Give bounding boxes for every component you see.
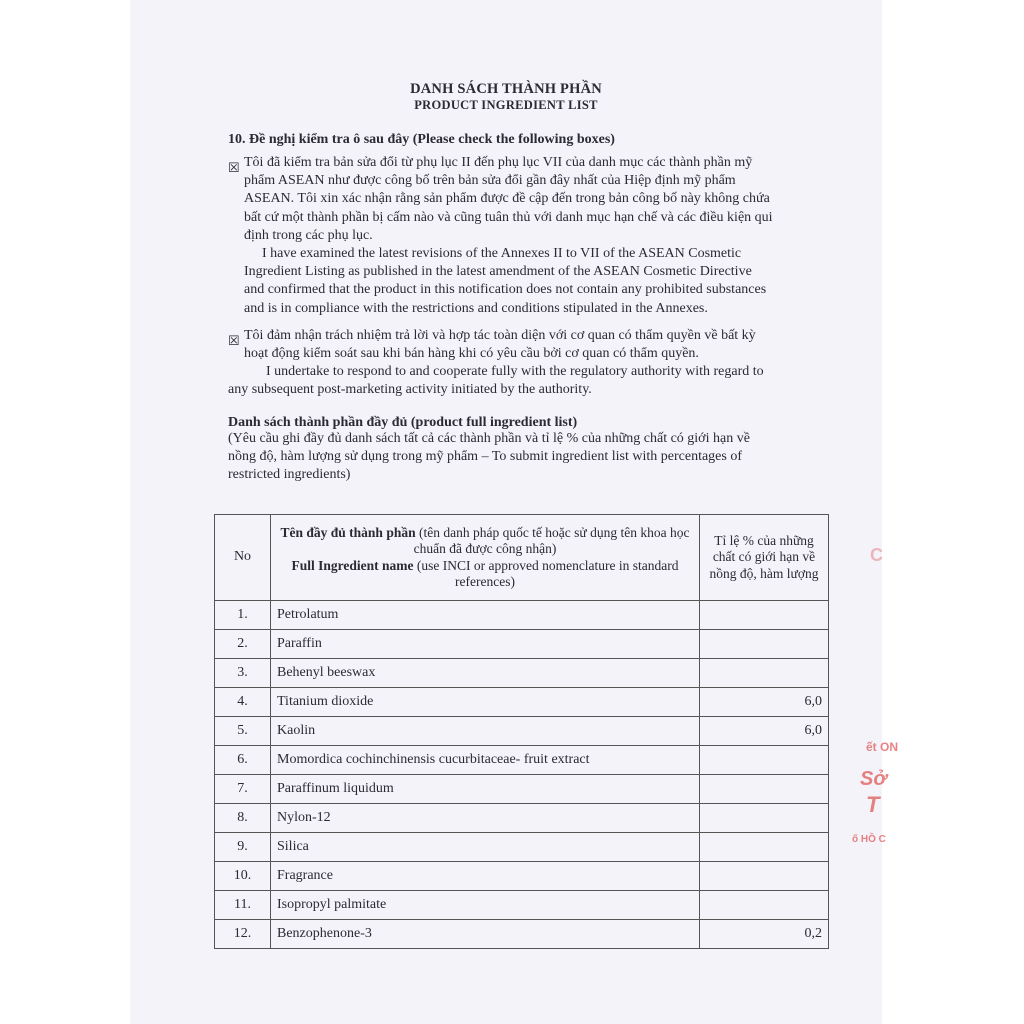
- cell-no: 3.: [215, 659, 271, 688]
- cell-ingredient-name: Momordica cochinchinensis cucurbitaceae- fruit extract: [271, 746, 700, 775]
- cell-no: 8.: [215, 804, 271, 833]
- cell-ingredient-name: Isopropyl palmitate: [271, 891, 700, 920]
- cell-no: 1.: [215, 601, 271, 630]
- table-row: [215, 659, 829, 688]
- checked-box-icon: ☒: [228, 333, 240, 348]
- cell-no: 2.: [215, 630, 271, 659]
- stamp-fragment: C: [870, 545, 883, 565]
- item1-vi: Tôi đã kiểm tra bản sửa đổi từ phụ lục II đến phụ lục VII của danh mục các thành phần mỹ phẩm ASEAN như được công bố trên bản sửa đổi gần đây nhất của Hiệp định mỹ phẩm ASEAN. Tôi xin xác nhận rằng sản phẩm được đề cập đến trong bản công bố này không chứa bất cứ một thành phần bị cấm nào và cũng tuân thủ với danh mục hạn chế và các điều kiện qui định trong các phụ lục.: [244, 155, 773, 243]
- title-en: PRODUCT INGREDIENT LIST: [414, 98, 598, 112]
- table-row: [215, 920, 829, 949]
- item2-en: I undertake to respond to and cooperate fully with the regulatory authority with regard to any subsequent post-marketing activity initiated by the authority.: [228, 364, 764, 398]
- cell-ingredient-name: Paraffinum liquidum: [271, 775, 700, 804]
- table-row: [215, 775, 829, 804]
- table-row: [215, 601, 829, 630]
- full-list-heading: Danh sách thành phần đầy đủ (product full ingredient list): [228, 415, 578, 430]
- checked-box-icon: ☒: [228, 160, 240, 175]
- cell-no: 11.: [215, 891, 271, 920]
- cell-percent: [700, 862, 829, 891]
- stamp-fragment: Sở: [860, 768, 887, 790]
- stamp-fragment: ết ON: [866, 740, 899, 754]
- cell-percent: [700, 804, 829, 833]
- table-row: [215, 891, 829, 920]
- cell-ingredient-name: Paraffin: [271, 630, 700, 659]
- stamp-fragment: ố HỒ C: [852, 834, 886, 845]
- stamp-fragment: T: [866, 792, 880, 817]
- title-vi: DANH SÁCH THÀNH PHẦN: [410, 81, 602, 97]
- table-row: [215, 630, 829, 659]
- full-list-instructions: (Yêu cầu ghi đầy đủ danh sách tất cả các thành phần và tỉ lệ % của những chất có giới hạn về nồng độ, hàm lượng sử dụng trong mỹ phẩm – To submit ingredient list with percentages of restricted ingredients): [228, 431, 750, 482]
- cell-ingredient-name: Petrolatum: [271, 601, 700, 630]
- cell-ingredient-name: Kaolin: [271, 717, 700, 746]
- cell-no: 7.: [215, 775, 271, 804]
- cell-percent: [700, 833, 829, 862]
- column-header-name: Tên đầy đủ thành phần (tên danh pháp quốc tế hoặc sử dụng tên khoa học chuẩn đã được công nhận) Full Ingredient name (use INCI or approved nomenclature in standard references): [271, 515, 700, 601]
- ingredient-table: [214, 514, 829, 949]
- cell-percent: [700, 659, 829, 688]
- cell-no: 4.: [215, 688, 271, 717]
- cell-no: 10.: [215, 862, 271, 891]
- cell-percent: 6,0: [700, 717, 829, 746]
- cell-ingredient-name: Behenyl beeswax: [271, 659, 700, 688]
- cell-no: 5.: [215, 717, 271, 746]
- column-header-percent: Tỉ lệ % của những chất có giới hạn về nồng độ, hàm lượng: [700, 515, 829, 601]
- cell-no: 6.: [215, 746, 271, 775]
- table-row: [215, 804, 829, 833]
- cell-ingredient-name: Nylon-12: [271, 804, 700, 833]
- cell-percent: [700, 891, 829, 920]
- cell-ingredient-name: Silica: [271, 833, 700, 862]
- item1-en: I have examined the latest revisions of the Annexes II to VII of the ASEAN Cosmetic Ingredient Listing as published in the latest amendment of the ASEAN Cosmetic Directive and confirmed that the product in this notification does not contain any prohibited substances and is in compliance with the restrictions and conditions stipulated in the Annexes.: [244, 246, 767, 316]
- cell-no: 12.: [215, 920, 271, 949]
- cell-ingredient-name: Fragrance: [271, 862, 700, 891]
- column-header-no: No: [215, 515, 271, 601]
- table-row: [215, 862, 829, 891]
- cell-percent: [700, 746, 829, 775]
- table-row: [215, 688, 829, 717]
- cell-percent: 6,0: [700, 688, 829, 717]
- item2-vi: Tôi đảm nhận trách nhiệm trả lời và hợp tác toàn diện với cơ quan có thẩm quyền về bất kỳ hoạt động kiểm soát sau khi bán hàng khi có yêu cầu bởi cơ quan có thẩm quyền.: [244, 328, 756, 362]
- table-row: [215, 717, 829, 746]
- cell-percent: [700, 630, 829, 659]
- cell-percent: 0,2: [700, 920, 829, 949]
- cell-no: 9.: [215, 833, 271, 862]
- section-10-heading: 10. Đề nghị kiểm tra ô sau đây (Please check the following boxes): [228, 132, 615, 147]
- cell-ingredient-name: Titanium dioxide: [271, 688, 700, 717]
- table-header-row: [215, 515, 829, 601]
- cell-percent: [700, 601, 829, 630]
- cell-ingredient-name: Benzophenone-3: [271, 920, 700, 949]
- table-row: [215, 833, 829, 862]
- cell-percent: [700, 775, 829, 804]
- table-row: [215, 746, 829, 775]
